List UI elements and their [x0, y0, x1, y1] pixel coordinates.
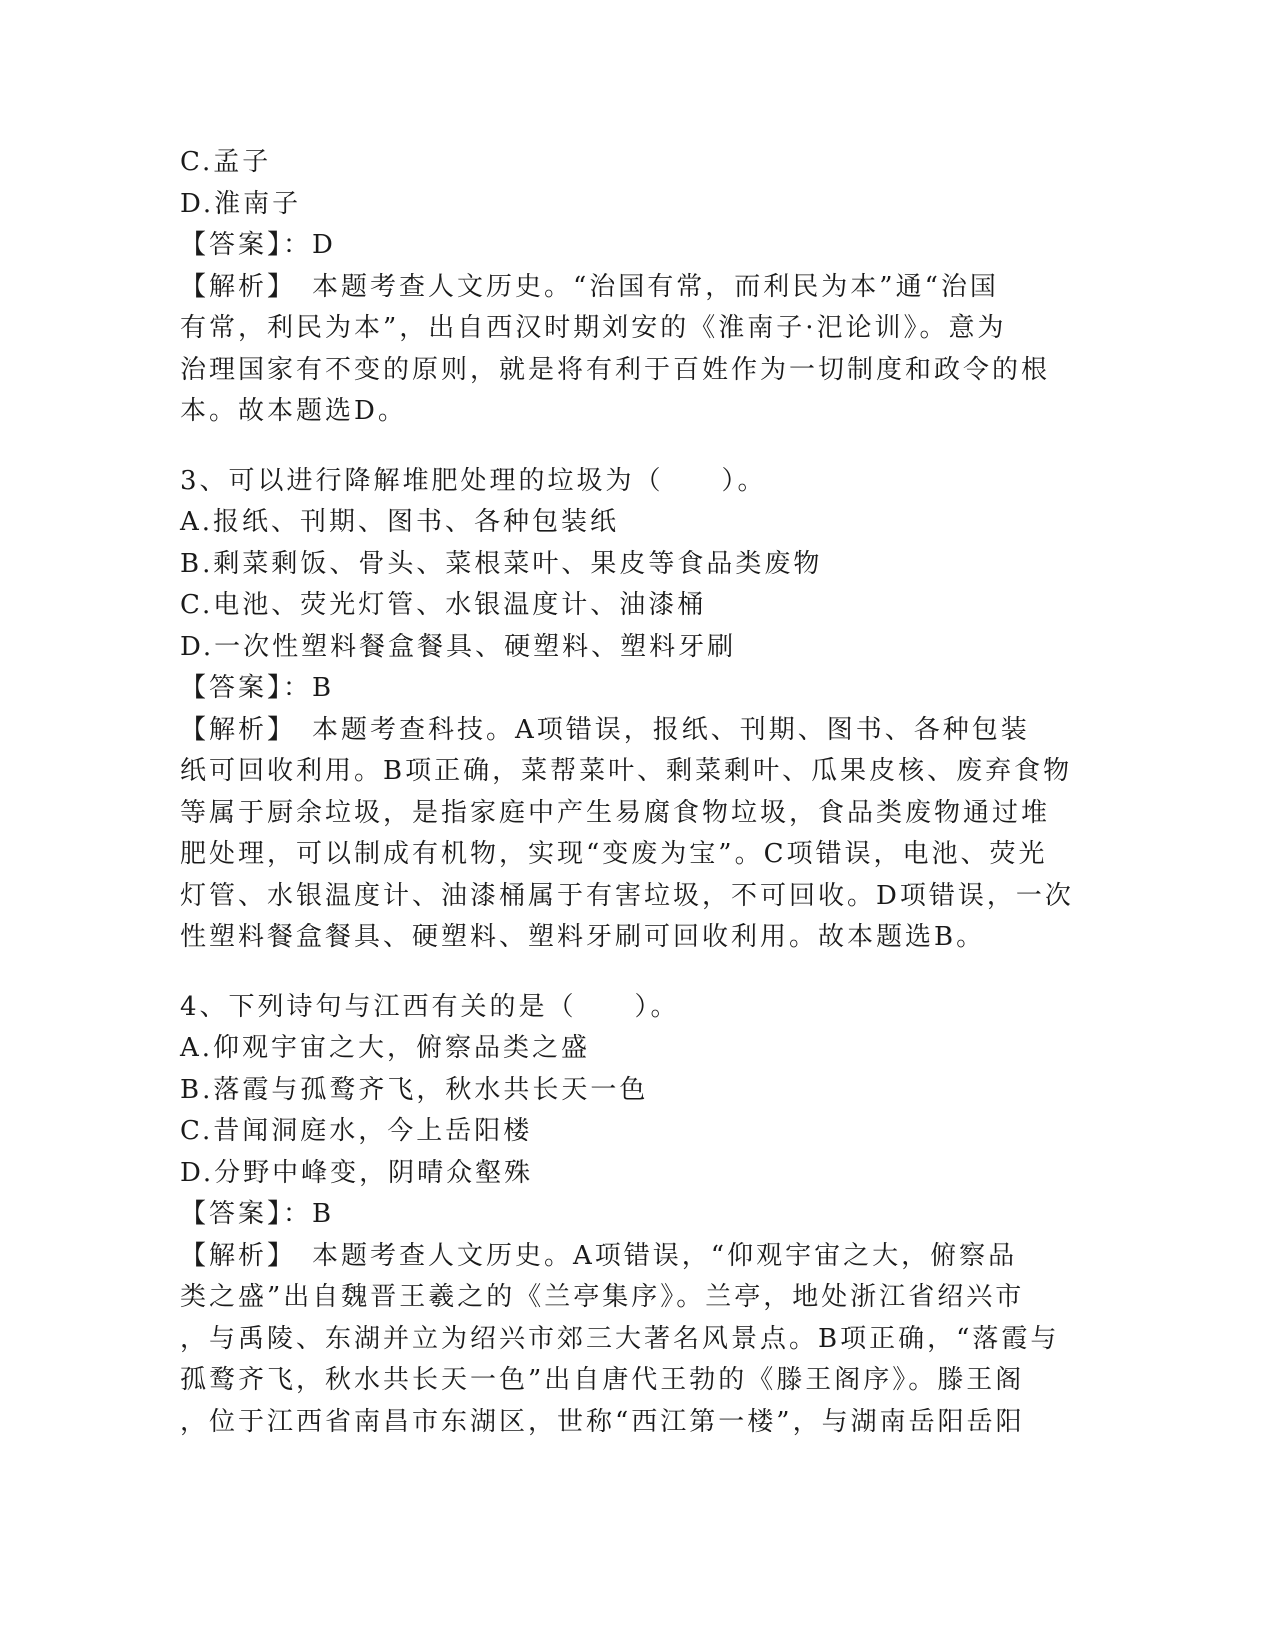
analysis-line: 治理国家有不变的原则，就是将有利于百姓作为一切制度和政令的根	[180, 354, 1051, 385]
analysis-line: ，位于江西省南昌市东湖区，世称“西江第一楼”，与湖南岳阳岳阳	[180, 1406, 1025, 1437]
option-a: A.报纸、刊期、图书、各种包装纸	[180, 507, 620, 537]
option-c: C.孟子	[180, 147, 272, 177]
spacer	[180, 959, 1060, 987]
analysis-line: 本。故本题选D。	[180, 396, 407, 426]
analysis-line: 等属于厨余垃圾，是指家庭中产生易腐食物垃圾，食品类废物通过堆	[180, 797, 1051, 828]
question-3	[180, 461, 1074, 959]
analysis-line: 肥处理，可以制成有机物，实现“变废为宝”。C项错误，电池、荧光	[180, 839, 1048, 869]
question-4	[180, 987, 1060, 1444]
analysis-line: ，与禹陵、东湖并立为绍兴市郊三大著名风景点。B项正确，“落霞与	[180, 1323, 1060, 1354]
analysis-line: 类之盛”出自魏晋王羲之的《兰亭集序》。兰亭，地处浙江省绍兴市	[180, 1282, 1025, 1312]
answer-line: 【答案】：B	[180, 673, 335, 703]
analysis-line: 孤鹜齐飞，秋水共长天一色”出自唐代王勃的《滕王阁序》。滕王阁	[180, 1365, 1025, 1395]
option-c: C.昔闻洞庭水，今上岳阳楼	[180, 1116, 533, 1146]
option-b: B.剩菜剩饭、骨头、菜根菜叶、果皮等食品类废物	[180, 548, 823, 579]
option-b: B.落霞与孤鹜齐飞，秋水共长天一色	[180, 1074, 649, 1105]
analysis-paragraph	[180, 1236, 1060, 1444]
document-page	[180, 142, 1074, 1443]
option-d: D.淮南子	[180, 188, 302, 219]
spacer	[180, 433, 1060, 461]
option-d: D.一次性塑料餐盒餐具、硬塑料、塑料牙刷	[180, 631, 737, 662]
analysis-paragraph	[180, 710, 1074, 959]
question-stem: 4、下列诗句与江西有关的是（ ）。	[180, 991, 680, 1022]
analysis-line: 【解析】 本题考查科技。A项错误，报纸、刊期、图书、各种包装	[180, 714, 1030, 745]
analysis-line: 灯管、水银温度计、油漆桶属于有害垃圾，不可回收。D项错误，一次	[180, 880, 1074, 911]
analysis-line: 有常，利民为本”，出自西汉时期刘安的《淮南子·汜论训》。意为	[180, 313, 1007, 343]
option-c: C.电池、荧光灯管、水银温度计、油漆桶	[180, 590, 707, 620]
analysis-line: 性塑料餐盒餐具、硬塑料、塑料牙刷可回收利用。故本题选B。	[180, 922, 986, 952]
analysis-line: 纸可回收利用。B项正确，菜帮菜叶、剩菜剩叶、瓜果皮核、废弃食物	[180, 756, 1073, 786]
option-a: A.仰观宇宙之大，俯察品类之盛	[180, 1033, 591, 1063]
answer-line: 【答案】：B	[180, 1199, 335, 1229]
option-d: D.分野中峰变，阴晴众壑殊	[180, 1157, 534, 1188]
question-stem: 3、可以进行降解堆肥处理的垃圾为（ ）。	[180, 465, 767, 496]
analysis-paragraph	[180, 267, 1060, 433]
analysis-line: 【解析】 本题考查人文历史。“治国有常，而利民为本”通“治国	[180, 271, 999, 302]
answer-line: 【答案】：D	[180, 230, 336, 260]
analysis-line: 【解析】 本题考查人文历史。A项错误，“仰观宇宙之大，俯察品	[180, 1240, 1018, 1271]
